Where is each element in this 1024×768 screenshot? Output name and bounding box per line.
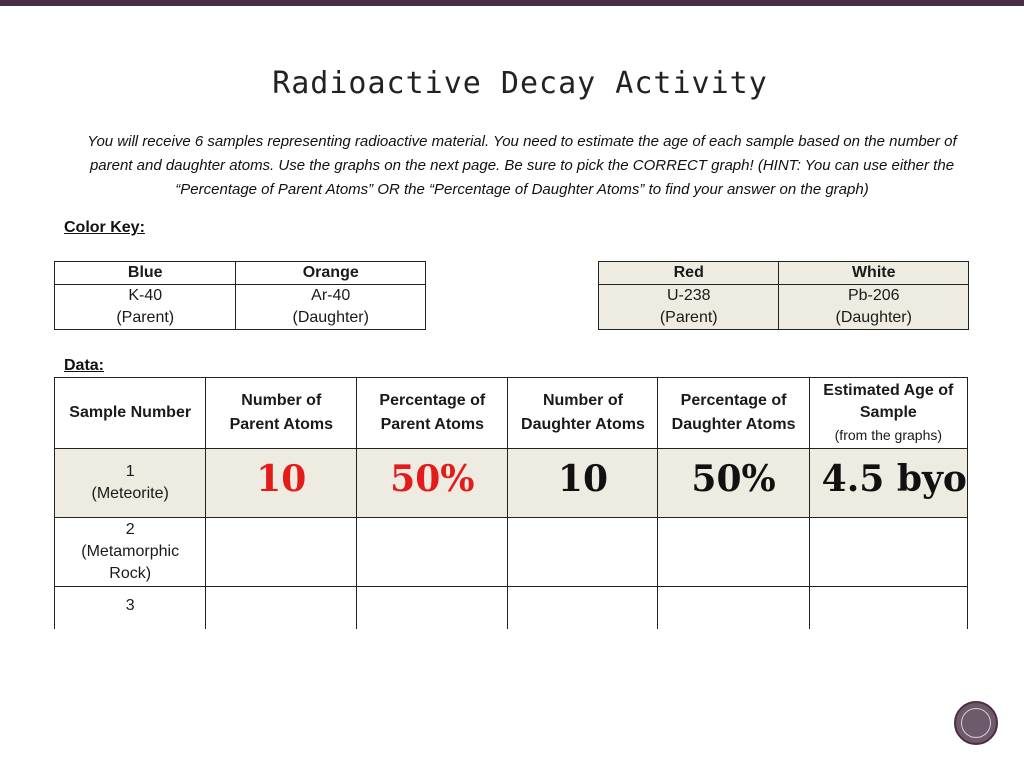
sample-number: 3 — [125, 597, 135, 614]
parent-pct-cell[interactable] — [357, 449, 508, 518]
sample-cell — [55, 449, 206, 518]
sample-description: Rock) — [109, 565, 152, 582]
key-role: (Daughter) — [835, 309, 912, 326]
parent-atoms-cell[interactable] — [206, 587, 357, 630]
key-role: (Daughter) — [292, 309, 369, 326]
data-label: Data: — [64, 357, 105, 374]
data-table — [54, 377, 968, 629]
key-cell-ar40 — [236, 285, 426, 330]
key-cell-pb206 — [779, 285, 969, 330]
daughter-pct-cell[interactable] — [658, 449, 809, 518]
header-text: Parent Atoms — [229, 416, 333, 433]
sample-number: 1 — [125, 463, 135, 480]
key-header-white: White — [779, 262, 969, 285]
slide-nav-button[interactable] — [954, 701, 998, 745]
nav-ring-icon — [961, 708, 991, 738]
color-key-label: Color Key: — [64, 219, 145, 236]
key-isotope: Pb-206 — [847, 287, 900, 304]
key-header-orange: Orange — [236, 262, 426, 285]
parent-pct-cell[interactable] — [357, 518, 508, 587]
daughter-atoms-cell[interactable] — [508, 518, 658, 587]
instructions-text: You will receive 6 samples representing radioactive material. You need to estimate the age of each sample based on the number of parent and daughter atoms. Use the graphs on the next page. Be sure to pick the CORRECT graph! (HINT: You can use either the “Percentage of Parent Atoms” OR the “Percentage of Daughter Atoms” to find your answer on the graph) — [87, 133, 957, 198]
header-text: Percentage of — [379, 392, 486, 409]
header-text: Percentage of — [680, 392, 787, 409]
header-text: Estimated Age of — [823, 382, 954, 399]
key-isotope: K-40 — [128, 287, 163, 304]
page-title: Radioactive Decay Activity — [272, 66, 768, 101]
key-role: (Parent) — [116, 309, 175, 326]
age-cell[interactable] — [809, 587, 967, 630]
sample-number: 2 — [125, 521, 135, 538]
parent-pct-cell[interactable] — [357, 587, 508, 630]
header-number-parent — [206, 378, 357, 449]
age-value: 4.5 byo — [821, 458, 967, 500]
daughter-pct-cell[interactable] — [658, 518, 809, 587]
header-subtext: (from the graphs) — [834, 427, 943, 443]
key-header-red: Red — [599, 262, 779, 285]
top-accent-bar — [0, 0, 1024, 6]
daughter-pct-value: 50% — [691, 458, 776, 500]
sample-description: (Metamorphic — [81, 543, 180, 560]
table-row — [55, 518, 968, 587]
table-row — [55, 449, 968, 518]
header-sample-number — [55, 378, 206, 449]
header-percentage-parent — [357, 378, 508, 449]
key-cell-u238 — [599, 285, 779, 330]
key-header-blue: Blue — [55, 262, 236, 285]
key-cell-k40 — [55, 285, 236, 330]
age-cell[interactable] — [809, 518, 967, 587]
daughter-pct-cell[interactable] — [658, 587, 809, 630]
header-text: Daughter Atoms — [521, 416, 645, 433]
header-text: Number of — [542, 392, 623, 409]
key-isotope: U-238 — [666, 287, 711, 304]
sample-cell — [55, 518, 206, 587]
sample-cell — [55, 587, 206, 630]
daughter-atoms-cell[interactable] — [508, 587, 658, 630]
key-role: (Parent) — [659, 309, 718, 326]
age-cell[interactable] — [809, 449, 967, 518]
data-header-row — [55, 378, 968, 449]
header-percentage-daughter — [658, 378, 809, 449]
daughter-atoms-cell[interactable] — [508, 449, 658, 518]
parent-atoms-cell[interactable] — [206, 449, 357, 518]
header-number-daughter — [508, 378, 658, 449]
parent-atoms-value: 10 — [256, 458, 307, 500]
key-isotope: Ar-40 — [311, 287, 351, 304]
daughter-atoms-value: 10 — [557, 458, 608, 500]
header-text: Sample — [859, 404, 917, 421]
color-key-table-right — [598, 261, 969, 330]
parent-pct-value: 50% — [390, 458, 475, 500]
header-text: Number of — [241, 392, 322, 409]
header-text: Daughter Atoms — [671, 416, 796, 433]
parent-atoms-cell[interactable] — [206, 518, 357, 587]
color-key-table-left — [54, 261, 426, 330]
header-estimated-age — [809, 378, 967, 449]
header-text: Parent Atoms — [380, 416, 485, 433]
sample-description: (Meteorite) — [91, 485, 169, 502]
header-text: Sample Number — [69, 404, 192, 421]
table-row — [55, 587, 968, 630]
